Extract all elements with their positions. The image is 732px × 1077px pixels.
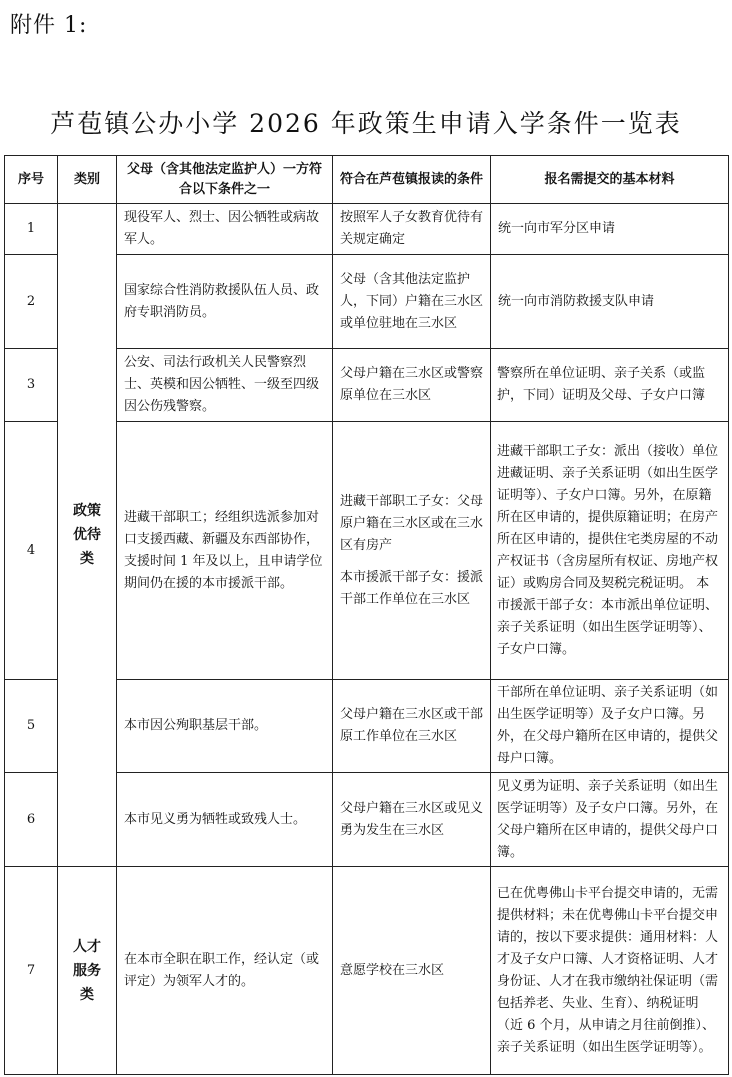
row-materials-cell xyxy=(491,422,729,680)
materials-tibet: 进藏干部职工子女：派出（接收）单位进藏证明、亲子关系证明（如出生医学证明等）、子女户口簿。另外，在原籍所在区申请的，提供原籍证明；在房产所在区申请的，提供住宅类房屋的不动产权证书（含房屋所有权证、房地产权证）或购房合同及契税完税证明。 xyxy=(497,443,719,591)
category-policy: 政策优待类 xyxy=(58,204,117,867)
row-seq: 3 xyxy=(5,349,58,422)
header-category: 类别 xyxy=(58,156,117,204)
row-seq: 4 xyxy=(5,422,58,680)
table-row xyxy=(5,204,729,255)
row-seq: 7 xyxy=(5,867,58,1075)
row-seq: 2 xyxy=(5,255,58,349)
admission-conditions-table xyxy=(4,155,729,1075)
row-parent-condition: 进藏干部职工；经组织选派参加对口支援西藏、新疆及东西部协作，支援时间 1 年及以上，且申请学位期间仍在援的本市援派干部。 xyxy=(117,422,333,680)
row-materials: 统一向市军分区申请 xyxy=(491,204,729,255)
table-row xyxy=(5,867,729,1075)
document-title: 芦苞镇公办小学 2026 年政策生申请入学条件一览表 xyxy=(50,109,682,138)
header-seq: 序号 xyxy=(5,156,58,204)
row-study-condition: 按照军人子女教育优待有关规定确定 xyxy=(333,204,491,255)
category-talent: 人才服务类 xyxy=(58,867,117,1075)
row-parent-condition: 本市因公殉职基层干部。 xyxy=(117,680,333,773)
table-header-row xyxy=(5,156,729,204)
study-condition-tibet: 进藏干部职工子女：父母原户籍在三水区或在三水区有房产 xyxy=(340,493,484,553)
row-study-condition: 父母户籍在三水区或干部原工作单位在三水区 xyxy=(333,680,491,773)
header-materials: 报名需提交的基本材料 xyxy=(491,156,729,204)
row-study-condition: 意愿学校在三水区 xyxy=(333,867,491,1075)
row-seq: 5 xyxy=(5,680,58,773)
row-parent-condition: 现役军人、烈士、因公牺牲或病故军人。 xyxy=(117,204,333,255)
row-parent-condition: 国家综合性消防救援队伍人员、政府专职消防员。 xyxy=(117,255,333,349)
row-study-condition: 父母户籍在三水区或见义勇为发生在三水区 xyxy=(333,773,491,867)
row-parent-condition: 公安、司法行政机关人民警察烈士、英模和因公牺牲、一级至四级因公伤残警察。 xyxy=(117,349,333,422)
row-materials: 见义勇为证明、亲子关系证明（如出生医学证明等）及子女户口簿。另外，在父母户籍所在区申请的，提供父母户口簿。 xyxy=(491,773,729,867)
row-materials: 干部所在单位证明、亲子关系证明（如出生医学证明等）及子女户口簿。另外，在父母户籍所在区申请的，提供父母户口簿。 xyxy=(491,680,729,773)
study-condition-assist: 本市援派干部子女：援派干部工作单位在三水区 xyxy=(340,569,484,607)
row-study-condition-cell xyxy=(333,422,491,680)
row-study-condition: 父母（含其他法定监护人，下同）户籍在三水区或单位驻地在三水区 xyxy=(333,255,491,349)
row-parent-condition: 在本市全职在职工作，经认定（或评定）为领军人才的。 xyxy=(117,867,333,1075)
row-seq: 1 xyxy=(5,204,58,255)
attachment-label: 附件 1: xyxy=(10,13,88,38)
header-parent-condition: 父母（含其他法定监护人）一方符合以下条件之一 xyxy=(117,156,333,204)
row-materials: 警察所在单位证明、亲子关系（或监护，下同）证明及父母、子女户口簿 xyxy=(491,349,729,422)
header-study-condition: 符合在芦苞镇报读的条件 xyxy=(333,156,491,204)
materials-assist: 本市援派干部子女：本市派出单位证明、亲子关系证明（如出生医学证明等）、子女户口簿。 xyxy=(497,575,719,657)
row-study-condition: 父母户籍在三水区或警察原单位在三水区 xyxy=(333,349,491,422)
row-materials: 统一向市消防救援支队申请 xyxy=(491,255,729,349)
row-parent-condition: 本市见义勇为牺牲或致残人士。 xyxy=(117,773,333,867)
row-materials: 已在优粤佛山卡平台提交申请的，无需提供材料；未在优粤佛山卡平台提交申请的，按以下要求提供：通用材料：人才及子女户口簿、人才资格证明、人才身份证、人才在我市缴纳社保证明（需包括养老、失业、生育）、纳税证明（近 6 个月，从申请之月往前倒推）、亲子关系证明（如出生医学证明等）。 xyxy=(491,867,729,1075)
row-seq: 6 xyxy=(5,773,58,867)
